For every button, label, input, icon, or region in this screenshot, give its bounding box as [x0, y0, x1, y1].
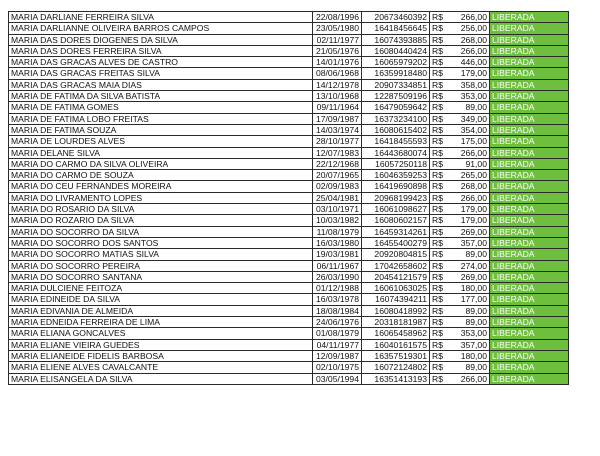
status-badge: LIBERADA	[490, 136, 569, 147]
beneficiary-table	[8, 11, 569, 385]
currency-cell: R$	[430, 113, 447, 124]
name-cell: MARIA DE LOURDES ALVES	[9, 136, 313, 147]
currency-cell: R$	[430, 373, 447, 384]
date-cell: 03/10/1971	[313, 204, 362, 215]
amount-cell: 446,00	[446, 57, 490, 68]
id-number-cell: 20454121579	[362, 271, 430, 282]
date-cell: 18/08/1984	[313, 305, 362, 316]
currency-cell: R$	[430, 215, 447, 226]
currency-cell: R$	[430, 305, 447, 316]
status-badge: LIBERADA	[490, 362, 569, 373]
amount-cell: 353,00	[446, 328, 490, 339]
table-body	[9, 12, 569, 385]
date-cell: 06/11/1967	[313, 260, 362, 271]
status-badge: LIBERADA	[490, 23, 569, 34]
status-badge: LIBERADA	[490, 328, 569, 339]
amount-cell: 89,00	[446, 102, 490, 113]
table-row	[9, 249, 569, 260]
id-number-cell: 16373234100	[362, 113, 430, 124]
id-number-cell: 16418455593	[362, 136, 430, 147]
name-cell: MARIA DO CEU FERNANDES MOREIRA	[9, 181, 313, 192]
table-row	[9, 294, 569, 305]
table-row	[9, 204, 569, 215]
date-cell: 02/11/1977	[313, 34, 362, 45]
table-row	[9, 34, 569, 45]
id-number-cell: 20907334851	[362, 79, 430, 90]
id-number-cell: 17042658602	[362, 260, 430, 271]
table-row	[9, 317, 569, 328]
name-cell: MARIA DO CARMO DA SILVA OLIVEIRA	[9, 158, 313, 169]
date-cell: 12/09/1987	[313, 350, 362, 361]
currency-cell: R$	[430, 124, 447, 135]
status-badge: LIBERADA	[490, 102, 569, 113]
status-badge: LIBERADA	[490, 170, 569, 181]
amount-cell: 91,00	[446, 158, 490, 169]
table-row	[9, 91, 569, 102]
name-cell: MARIA DO SOCORRO PEREIRA	[9, 260, 313, 271]
status-badge: LIBERADA	[490, 339, 569, 350]
date-cell: 20/07/1965	[313, 170, 362, 181]
id-number-cell: 16040161575	[362, 339, 430, 350]
status-badge: LIBERADA	[490, 317, 569, 328]
name-cell: MARIA ELIANA GONCALVES	[9, 328, 313, 339]
currency-cell: R$	[430, 237, 447, 248]
currency-cell: R$	[430, 79, 447, 90]
currency-cell: R$	[430, 147, 447, 158]
date-cell: 21/05/1976	[313, 45, 362, 56]
id-number-cell: 16357519301	[362, 350, 430, 361]
amount-cell: 179,00	[446, 68, 490, 79]
name-cell: MARIA ELISANGELA DA SILVA	[9, 373, 313, 384]
date-cell: 10/03/1982	[313, 215, 362, 226]
name-cell: MARIA EDIVANIA DE ALMEIDA	[9, 305, 313, 316]
date-cell: 14/01/1976	[313, 57, 362, 68]
table-row	[9, 305, 569, 316]
name-cell: MARIA EDNEIDA FERREIRA DE LIMA	[9, 317, 313, 328]
amount-cell: 175,00	[446, 136, 490, 147]
table-row	[9, 136, 569, 147]
table-row	[9, 181, 569, 192]
name-cell: MARIA DO LIVRAMENTO LOPES	[9, 192, 313, 203]
table-row	[9, 373, 569, 384]
amount-cell: 179,00	[446, 204, 490, 215]
table-row	[9, 147, 569, 158]
date-cell: 09/11/1964	[313, 102, 362, 113]
name-cell: MARIA DAS GRACAS MAIA DIAS	[9, 79, 313, 90]
amount-cell: 265,00	[446, 170, 490, 181]
status-badge: LIBERADA	[490, 45, 569, 56]
name-cell: MARIA DO SOCORRO DOS SANTOS	[9, 237, 313, 248]
currency-cell: R$	[430, 34, 447, 45]
amount-cell: 89,00	[446, 305, 490, 316]
date-cell: 01/12/1988	[313, 283, 362, 294]
currency-cell: R$	[430, 68, 447, 79]
status-badge: LIBERADA	[490, 283, 569, 294]
name-cell: MARIA ELIENE ALVES CAVALCANTE	[9, 362, 313, 373]
status-badge: LIBERADA	[490, 204, 569, 215]
id-number-cell: 20673460392	[362, 12, 430, 23]
currency-cell: R$	[430, 12, 447, 23]
id-number-cell: 16080602157	[362, 215, 430, 226]
date-cell: 16/03/1978	[313, 294, 362, 305]
status-badge: LIBERADA	[490, 68, 569, 79]
currency-cell: R$	[430, 102, 447, 113]
amount-cell: 179,00	[446, 215, 490, 226]
currency-cell: R$	[430, 158, 447, 169]
table-row	[9, 170, 569, 181]
id-number-cell: 16455400279	[362, 237, 430, 248]
status-badge: LIBERADA	[490, 215, 569, 226]
currency-cell: R$	[430, 45, 447, 56]
id-number-cell: 16080418992	[362, 305, 430, 316]
status-badge: LIBERADA	[490, 237, 569, 248]
amount-cell: 349,00	[446, 113, 490, 124]
table-row	[9, 57, 569, 68]
id-number-cell: 16080440424	[362, 45, 430, 56]
table-row	[9, 45, 569, 56]
id-number-cell: 16074394211	[362, 294, 430, 305]
amount-cell: 180,00	[446, 350, 490, 361]
table-row	[9, 260, 569, 271]
name-cell: MARIA DAS GRACAS FREITAS SILVA	[9, 68, 313, 79]
currency-cell: R$	[430, 328, 447, 339]
date-cell: 02/10/1975	[313, 362, 362, 373]
name-cell: MARIA DARLIANE FERREIRA SILVA	[9, 12, 313, 23]
currency-cell: R$	[430, 260, 447, 271]
amount-cell: 357,00	[446, 339, 490, 350]
id-number-cell: 16072124802	[362, 362, 430, 373]
name-cell: MARIA EDINEIDE DA SILVA	[9, 294, 313, 305]
status-badge: LIBERADA	[490, 373, 569, 384]
date-cell: 22/08/1996	[313, 12, 362, 23]
name-cell: MARIA DO CARMO DE SOUZA	[9, 170, 313, 181]
name-cell: MARIA DO SOCORRO DA SILVA	[9, 226, 313, 237]
currency-cell: R$	[430, 192, 447, 203]
status-badge: LIBERADA	[490, 124, 569, 135]
table-row	[9, 237, 569, 248]
amount-cell: 180,00	[446, 283, 490, 294]
date-cell: 23/05/1980	[313, 23, 362, 34]
currency-cell: R$	[430, 91, 447, 102]
date-cell: 24/06/1976	[313, 317, 362, 328]
id-number-cell: 16080615402	[362, 124, 430, 135]
currency-cell: R$	[430, 317, 447, 328]
amount-cell: 256,00	[446, 23, 490, 34]
status-badge: LIBERADA	[490, 34, 569, 45]
status-badge: LIBERADA	[490, 249, 569, 260]
amount-cell: 266,00	[446, 147, 490, 158]
status-badge: LIBERADA	[490, 113, 569, 124]
date-cell: 16/03/1980	[313, 237, 362, 248]
date-cell: 02/09/1983	[313, 181, 362, 192]
date-cell: 28/10/1977	[313, 136, 362, 147]
table-row	[9, 283, 569, 294]
amount-cell: 266,00	[446, 373, 490, 384]
table-row	[9, 226, 569, 237]
amount-cell: 269,00	[446, 226, 490, 237]
status-badge: LIBERADA	[490, 271, 569, 282]
id-number-cell: 16061063025	[362, 283, 430, 294]
id-number-cell: 16479059642	[362, 102, 430, 113]
amount-cell: 269,00	[446, 271, 490, 282]
id-number-cell: 12287509196	[362, 91, 430, 102]
table-row	[9, 12, 569, 23]
status-badge: LIBERADA	[490, 294, 569, 305]
id-number-cell: 16061098627	[362, 204, 430, 215]
id-number-cell: 16359918480	[362, 68, 430, 79]
amount-cell: 89,00	[446, 249, 490, 260]
date-cell: 08/06/1968	[313, 68, 362, 79]
amount-cell: 268,00	[446, 34, 490, 45]
date-cell: 14/03/1974	[313, 124, 362, 135]
table-row	[9, 23, 569, 34]
status-badge: LIBERADA	[490, 147, 569, 158]
id-number-cell: 16418456645	[362, 23, 430, 34]
currency-cell: R$	[430, 136, 447, 147]
id-number-cell: 16065458962	[362, 328, 430, 339]
table-row	[9, 339, 569, 350]
currency-cell: R$	[430, 23, 447, 34]
currency-cell: R$	[430, 204, 447, 215]
currency-cell: R$	[430, 170, 447, 181]
name-cell: MARIA ELIANE VIEIRA GUEDES	[9, 339, 313, 350]
status-badge: LIBERADA	[490, 305, 569, 316]
date-cell: 25/04/1981	[313, 192, 362, 203]
name-cell: MARIA DO SOCORRO MATIAS SILVA	[9, 249, 313, 260]
name-cell: MARIA DELANE SILVA	[9, 147, 313, 158]
date-cell: 01/08/1979	[313, 328, 362, 339]
currency-cell: R$	[430, 226, 447, 237]
date-cell: 11/08/1979	[313, 226, 362, 237]
id-number-cell: 16419690898	[362, 181, 430, 192]
name-cell: MARIA DE FATIMA GOMES	[9, 102, 313, 113]
amount-cell: 353,00	[446, 91, 490, 102]
status-badge: LIBERADA	[490, 260, 569, 271]
currency-cell: R$	[430, 294, 447, 305]
currency-cell: R$	[430, 249, 447, 260]
amount-cell: 358,00	[446, 79, 490, 90]
name-cell: MARIA DE FATIMA LOBO FREITAS	[9, 113, 313, 124]
amount-cell: 266,00	[446, 45, 490, 56]
name-cell: MARIA ELIANEIDE FIDELIS BARBOSA	[9, 350, 313, 361]
status-badge: LIBERADA	[490, 181, 569, 192]
amount-cell: 357,00	[446, 237, 490, 248]
amount-cell: 89,00	[446, 317, 490, 328]
date-cell: 03/05/1994	[313, 373, 362, 384]
currency-cell: R$	[430, 271, 447, 282]
currency-cell: R$	[430, 57, 447, 68]
date-cell: 04/11/1977	[313, 339, 362, 350]
id-number-cell: 20968199423	[362, 192, 430, 203]
date-cell: 13/10/1968	[313, 91, 362, 102]
date-cell: 12/07/1983	[313, 147, 362, 158]
date-cell: 14/12/1978	[313, 79, 362, 90]
status-badge: LIBERADA	[490, 158, 569, 169]
table-row	[9, 68, 569, 79]
amount-cell: 266,00	[446, 12, 490, 23]
name-cell: MARIA DARLIANNE OLIVEIRA BARROS CAMPOS	[9, 23, 313, 34]
id-number-cell: 16074393885	[362, 34, 430, 45]
name-cell: MARIA DAS DORES FERREIRA SILVA	[9, 45, 313, 56]
id-number-cell: 16057250118	[362, 158, 430, 169]
id-number-cell: 16065979202	[362, 57, 430, 68]
id-number-cell: 16459314261	[362, 226, 430, 237]
name-cell: MARIA DAS GRACAS ALVES DE CASTRO	[9, 57, 313, 68]
amount-cell: 274,00	[446, 260, 490, 271]
date-cell: 17/09/1987	[313, 113, 362, 124]
currency-cell: R$	[430, 181, 447, 192]
name-cell: MARIA DO ROSARIO DA SILVA	[9, 204, 313, 215]
table-row	[9, 102, 569, 113]
table-row	[9, 113, 569, 124]
id-number-cell: 20318181987	[362, 317, 430, 328]
status-badge: LIBERADA	[490, 57, 569, 68]
table-row	[9, 192, 569, 203]
status-badge: LIBERADA	[490, 12, 569, 23]
id-number-cell: 16443680074	[362, 147, 430, 158]
currency-cell: R$	[430, 339, 447, 350]
table-row	[9, 328, 569, 339]
table-row	[9, 271, 569, 282]
date-cell: 26/03/1990	[313, 271, 362, 282]
amount-cell: 268,00	[446, 181, 490, 192]
status-badge: LIBERADA	[490, 226, 569, 237]
name-cell: MARIA DO ROZARIO DA SILVA	[9, 215, 313, 226]
amount-cell: 266,00	[446, 192, 490, 203]
id-number-cell: 20920804815	[362, 249, 430, 260]
table-row	[9, 79, 569, 90]
table-row	[9, 158, 569, 169]
table-row	[9, 215, 569, 226]
name-cell: MARIA DO SOCORRO SANTANA	[9, 271, 313, 282]
table-row	[9, 124, 569, 135]
name-cell: MARIA DE FATIMA DA SILVA BATISTA	[9, 91, 313, 102]
amount-cell: 354,00	[446, 124, 490, 135]
date-cell: 19/03/1981	[313, 249, 362, 260]
amount-cell: 177,00	[446, 294, 490, 305]
currency-cell: R$	[430, 350, 447, 361]
name-cell: MARIA DE FATIMA SOUZA	[9, 124, 313, 135]
status-badge: LIBERADA	[490, 79, 569, 90]
currency-cell: R$	[430, 283, 447, 294]
table-row	[9, 350, 569, 361]
name-cell: MARIA DAS DORES DIOGENES DA SILVA	[9, 34, 313, 45]
table-row	[9, 362, 569, 373]
id-number-cell: 16046359253	[362, 170, 430, 181]
date-cell: 22/12/1968	[313, 158, 362, 169]
status-badge: LIBERADA	[490, 192, 569, 203]
amount-cell: 89,00	[446, 362, 490, 373]
id-number-cell: 16351413193	[362, 373, 430, 384]
status-badge: LIBERADA	[490, 350, 569, 361]
status-badge: LIBERADA	[490, 91, 569, 102]
currency-cell: R$	[430, 362, 447, 373]
name-cell: MARIA DULCIENE FEITOZA	[9, 283, 313, 294]
